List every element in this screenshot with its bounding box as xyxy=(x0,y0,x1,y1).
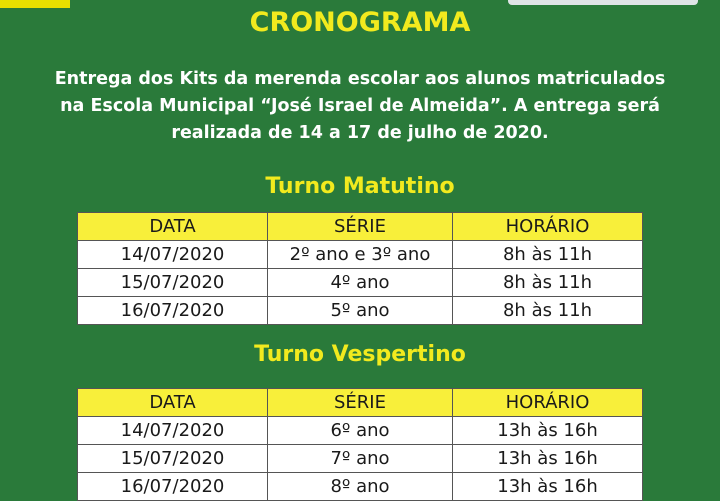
cell-grade: 6º ano xyxy=(268,417,453,445)
table-row xyxy=(78,445,643,473)
page-title: CRONOGRAMA xyxy=(249,7,471,38)
cell-time: 8h às 11h xyxy=(453,269,643,297)
cell-time: 8h às 11h xyxy=(453,297,643,325)
intro-text xyxy=(0,66,720,147)
column-header-time: HORÁRIO xyxy=(453,213,643,241)
column-header-time: HORÁRIO xyxy=(453,389,643,417)
cell-date: 14/07/2020 xyxy=(78,417,268,445)
afternoon-schedule-table xyxy=(77,388,643,501)
cell-time: 8h às 11h xyxy=(453,241,643,269)
school-logo-banner xyxy=(508,0,698,5)
cell-date: 15/07/2020 xyxy=(78,445,268,473)
table-row xyxy=(78,241,643,269)
table-row xyxy=(78,297,643,325)
cell-date: 14/07/2020 xyxy=(78,241,268,269)
cell-grade: 7º ano xyxy=(268,445,453,473)
cell-grade: 4º ano xyxy=(268,269,453,297)
table-header-row xyxy=(78,389,643,417)
afternoon-shift-title: Turno Vespertino xyxy=(254,342,466,367)
cell-grade: 2º ano e 3º ano xyxy=(268,241,453,269)
intro-line-2: na Escola Municipal “José Israel de Almeida”. A entrega será xyxy=(60,96,660,116)
intro-line-1: Entrega dos Kits da merenda escolar aos alunos matriculados xyxy=(54,69,666,89)
cell-grade: 8º ano xyxy=(268,473,453,501)
column-header-date: DATA xyxy=(78,213,268,241)
column-header-grade: SÉRIE xyxy=(268,213,453,241)
corner-decoration xyxy=(0,0,70,8)
table-row xyxy=(78,417,643,445)
cell-date: 15/07/2020 xyxy=(78,269,268,297)
cell-time: 13h às 16h xyxy=(453,445,643,473)
cell-time: 13h às 16h xyxy=(453,473,643,501)
column-header-date: DATA xyxy=(78,389,268,417)
cell-date: 16/07/2020 xyxy=(78,297,268,325)
table-row xyxy=(78,473,643,501)
cell-time: 13h às 16h xyxy=(453,417,643,445)
table-row xyxy=(78,269,643,297)
cell-date: 16/07/2020 xyxy=(78,473,268,501)
morning-shift-title: Turno Matutino xyxy=(265,174,455,199)
cell-grade: 5º ano xyxy=(268,297,453,325)
intro-line-3: realizada de 14 a 17 de julho de 2020. xyxy=(171,123,549,143)
column-header-grade: SÉRIE xyxy=(268,389,453,417)
morning-schedule-table xyxy=(77,212,643,325)
table-header-row xyxy=(78,213,643,241)
